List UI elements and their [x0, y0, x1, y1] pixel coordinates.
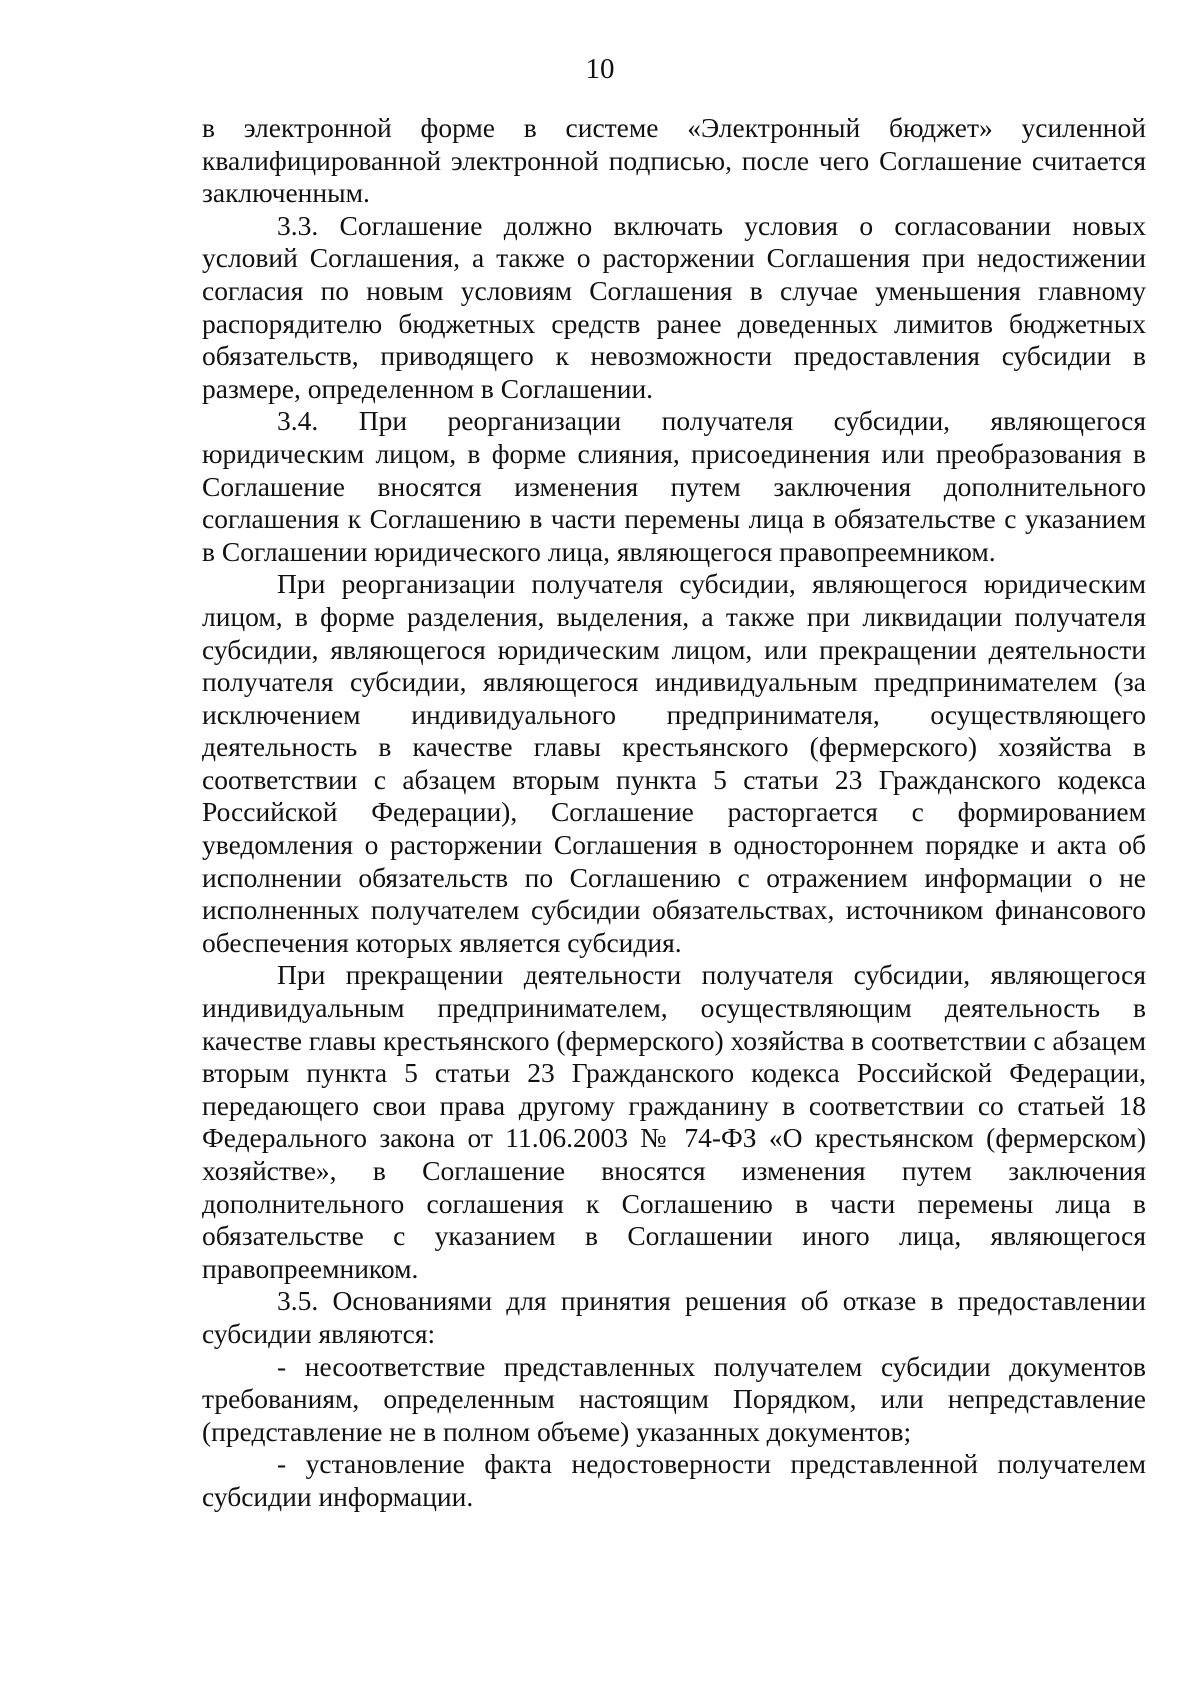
document-body — [202, 112, 1146, 1514]
paragraph-termination: При прекращении деятельности получателя субсидии, являющегося индивидуальным предпринимателем, осуществляющим деятельность в качестве главы крестьянского (фермерского) хозяйства в соответствии с абзацем вторым пункта 5 статьи 23 Гражданского кодекса Российской Федерации, передающего свои права другому гражданину в соответствии со статьей 18 Федерального закона от 11.06.2003 № 74-ФЗ «О крестьянском (фермерском) хозяйстве», в Соглашение вносятся изменения путем заключения дополнительного соглашения к Соглашению в части перемены лица в обязательстве с указанием в Соглашении иного лица, являющегося правопреемником. — [202, 959, 1146, 1284]
list-item-reason-1: - несоответствие представленных получателем субсидии документов требованиям, определенным настоящим Порядком, или непредставление (представление не в полном объеме) указанных документов; — [202, 1350, 1146, 1447]
paragraph-reorganization: При реорганизации получателя субсидии, являющегося юридическим лицом, в форме разделения, выделения, а также при ликвидации получателя субсидии, являющегося юридическим лицом, или прекращении деятельности получателя субсидии, являющегося индивидуальным предпринимателем (за исключением индивидуального предпринимателя, осуществляющего деятельность в качестве главы крестьянского (фермерского) хозяйства в соответствии с абзацем вторым пункта 5 статьи 23 Гражданского кодекса Российской Федерации), Соглашение расторгается с формированием уведомления о расторжении Соглашения в одностороннем порядке и акта об исполнении обязательств по Соглашению с отражением информации о не исполненных получателем субсидии обязательствах, источником финансового обеспечения которых является субсидия. — [202, 568, 1146, 958]
list-item-reason-2: - установление факта недостоверности представленной получателем субсидии информации. — [202, 1448, 1146, 1512]
paragraph-clause-3-5: 3.5. Основаниями для принятия решения об отказе в предоставлении субсидии являются: — [202, 1285, 1146, 1349]
paragraph-continuation: в электронной форме в системе «Электронный бюджет» усиленной квалифицированной электронной подписью, после чего Соглашение считается заключенным. — [202, 112, 1146, 209]
paragraph-clause-3-3: 3.3. Соглашение должно включать условия о согласовании новых условий Соглашения, а также о расторжении Соглашения при недостижении согласия по новым условиям Соглашения в случае уменьшения главному распорядителю бюджетных средств ранее доведенных лимитов бюджетных обязательств, приводящего к невозможности предоставления субсидии в размере, определенном в Соглашении. — [202, 209, 1146, 404]
paragraph-clause-3-4: 3.4. При реорганизации получателя субсидии, являющегося юридическим лицом, в форме слияния, присоединения или преобразования в Соглашение вносятся изменения путем заключения дополнительного соглашения к Соглашению в части перемены лица в обязательстве с указанием в Соглашении юридического лица, являющегося правопреемником. — [202, 405, 1146, 567]
page-number: 10 — [585, 53, 615, 85]
